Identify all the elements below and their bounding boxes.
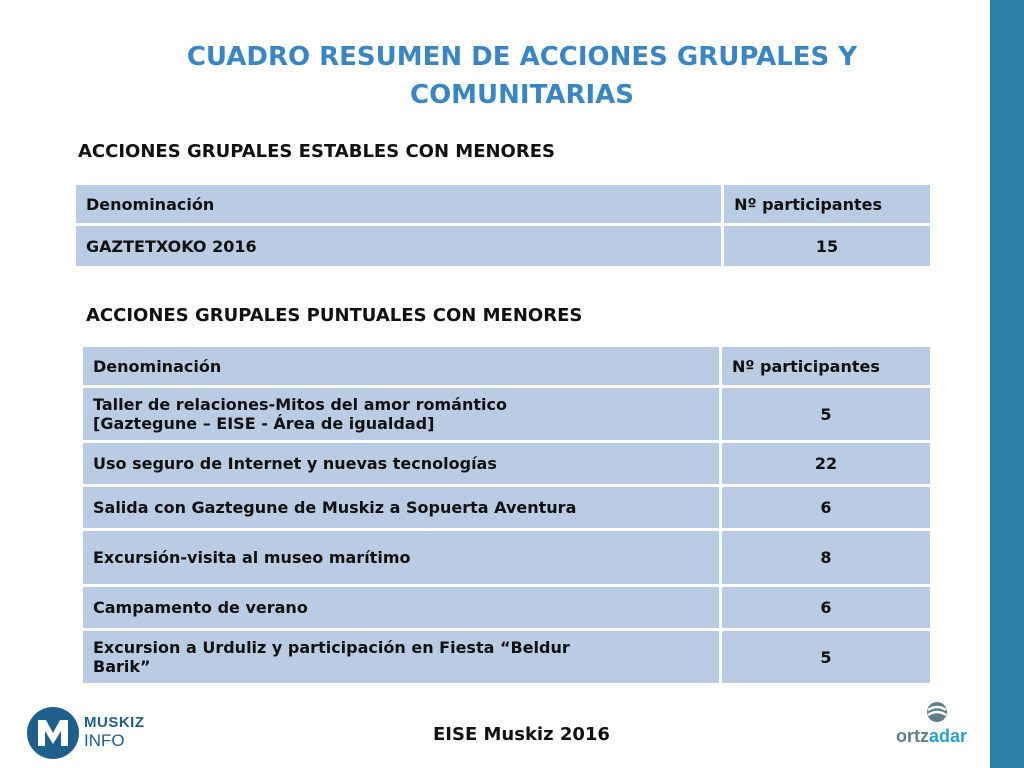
muskiz-logo-line-1: MUSKIZ <box>84 714 145 731</box>
column-header-participantes: Nº participantes <box>719 347 930 385</box>
table-puntuales <box>83 344 930 686</box>
row-participants: 5 <box>719 388 930 440</box>
table-estables <box>76 182 930 269</box>
section-heading-puntuales: ACCIONES GRUPALES PUNTUALES CON MENORES <box>86 305 583 326</box>
row-name-line-2: Barik” <box>93 657 151 676</box>
row-name <box>83 631 719 683</box>
row-participants: 6 <box>719 587 930 628</box>
row-participants: 8 <box>719 531 930 584</box>
table-row <box>83 587 930 628</box>
row-name-line-2: [Gaztegune – EISE - Área de igualdad] <box>93 414 435 433</box>
ortzadar-logo-text <box>896 726 967 747</box>
row-participants: 22 <box>719 443 930 484</box>
ortzadar-logo-icon <box>924 700 950 724</box>
row-name: GAZTETXOKO 2016 <box>76 226 721 266</box>
column-header-participantes: Nº participantes <box>721 185 930 223</box>
table-header-row <box>83 347 930 385</box>
column-header-denominacion: Denominación <box>76 185 721 223</box>
column-header-denominacion: Denominación <box>83 347 719 385</box>
page-title <box>90 38 954 114</box>
row-participants: 5 <box>719 631 930 683</box>
ortzadar-logo-part-1: ortz <box>896 726 929 746</box>
row-name-line-1: Excursion a Urduliz y participación en Fiesta “Beldur <box>93 638 570 657</box>
row-participants: 15 <box>721 226 930 266</box>
table-row <box>83 388 930 440</box>
table-header-row <box>76 185 930 223</box>
row-name: Uso seguro de Internet y nuevas tecnologías <box>83 443 719 484</box>
row-name-line-1: Taller de relaciones-Mitos del amor romántico <box>93 395 507 414</box>
table-row <box>83 631 930 683</box>
table-row <box>76 226 930 266</box>
title-line-1: CUADRO RESUMEN DE ACCIONES GRUPALES Y <box>186 42 858 72</box>
table-row <box>83 487 930 528</box>
muskiz-logo-icon <box>26 706 80 760</box>
title-line-2: COMUNITARIAS <box>410 80 634 110</box>
muskiz-logo-text <box>84 714 145 750</box>
row-name: Salida con Gaztegune de Muskiz a Sopuerta Aventura <box>83 487 719 528</box>
ortzadar-logo-part-2: adar <box>929 726 968 746</box>
section-heading-estables: ACCIONES GRUPALES ESTABLES CON MENORES <box>78 141 555 162</box>
table-row <box>83 443 930 484</box>
row-name: Excursión-visita al museo marítimo <box>83 531 719 584</box>
muskiz-logo-line-2: INFO <box>84 731 125 750</box>
row-name <box>83 388 719 440</box>
row-name: Campamento de verano <box>83 587 719 628</box>
table-row <box>83 531 930 584</box>
right-accent-bar <box>990 0 1024 768</box>
footer-text: EISE Muskiz 2016 <box>433 724 610 745</box>
row-participants: 6 <box>719 487 930 528</box>
